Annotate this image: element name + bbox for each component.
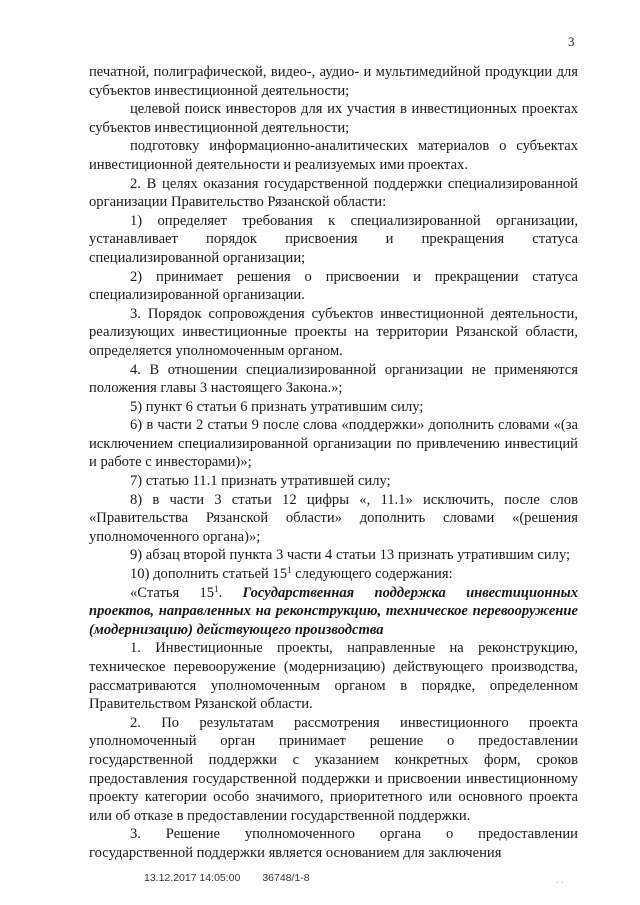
paragraph: 2) принимает решения о присвоении и прекращении статуса специализированной организации.	[89, 268, 578, 304]
paragraph: 5) пункт 6 статьи 6 признать утратившим силу;	[130, 398, 424, 415]
superscript: 1	[214, 583, 219, 594]
paragraph: 9) абзац второй пункта 3 части 4 статьи 13 признать утратившим силу;	[130, 547, 571, 564]
article-title: Государственная поддержка инвестиционных проектов, направленных на реконструкцию, техническое перевооружение (модернизацию) действующего производства	[89, 584, 579, 638]
paragraph: 3. Порядок сопровождения субъектов инвестиционной деятельности, реализующих инвестиционные проекты на территории Рязанской области, определяется уполномоченным органом.	[89, 305, 578, 359]
paragraph-text: 10) дополнить статьей 15	[130, 566, 288, 583]
paragraph	[89, 565, 578, 584]
paragraph: 2. По результатам рассмотрения инвестиционного проекта уполномоченный орган принимает решение о предоставлении государственной поддержки с указанием конкретных форм, сроков предоставления государственной поддержки и присвоении инвестиционному проекту категории особо значимого, приоритетного или основного проекта или об отказе в предоставлении государственной поддержки.	[89, 714, 578, 824]
paragraph: 2. В целях оказания государственной поддержки специализированной организации Правительство Рязанской области:	[89, 175, 578, 211]
footer-stamp	[144, 872, 310, 884]
article-label: «Статья 15	[130, 584, 215, 601]
page-number: 3	[568, 34, 575, 49]
paragraph: 4. В отношении специализированной организации не применяются положения главы 3 настоящего Закона.»;	[89, 361, 578, 397]
paragraph-text: следующего содержания:	[291, 566, 453, 583]
article-heading	[89, 584, 578, 640]
paragraph: печатной, полиграфической, видео-, аудио- и мультимедийной продукции для субъектов инвестиционной деятельности;	[89, 64, 578, 99]
paragraph: 6) в части 2 статьи 9 после слова «поддержки» дополнить словами «(за исключением специализированной организации по привлечению инвестиций и работе с инвесторами)»;	[89, 417, 578, 471]
paragraph: 1. Инвестиционные проекты, направленные на реконструкцию, техническое перевооружение (модернизацию) действующего производства, рассматриваются уполномоченным органом в порядке, определенном Правительством Рязанской области.	[89, 640, 578, 713]
paragraph: 7) статью 11.1 признать утратившей силу;	[130, 473, 391, 490]
paragraph: 1) определяет требования к специализированной организации, устанавливает порядок присвоения и прекращения статуса специализированной организации;	[89, 212, 578, 266]
paragraph: 8) в части 3 статьи 12 цифры «, 11.1» исключить, после слов «Правительства Рязанской области» дополнить словами «(решения уполномоченного органа)»;	[89, 491, 578, 545]
corner-mark: . .	[556, 875, 564, 885]
article-label: .	[218, 584, 243, 601]
document-body	[89, 63, 578, 863]
footer-doc-ref: 36748/1-8	[262, 872, 310, 884]
paragraph: 3. Решение уполномоченного органа о предоставлении государственной поддержки является основанием для заключения	[89, 826, 578, 861]
paragraph: подготовку информационно-аналитических материалов о субъектах инвестиционной деятельности и реализуемых ими проектах.	[89, 138, 578, 173]
footer-datetime: 13.12.2017 14:05:00	[144, 872, 241, 884]
paragraph: целевой поиск инвесторов для их участия в инвестиционных проектах субъектов инвестиционной деятельности;	[89, 101, 578, 136]
superscript: 1	[287, 565, 292, 576]
